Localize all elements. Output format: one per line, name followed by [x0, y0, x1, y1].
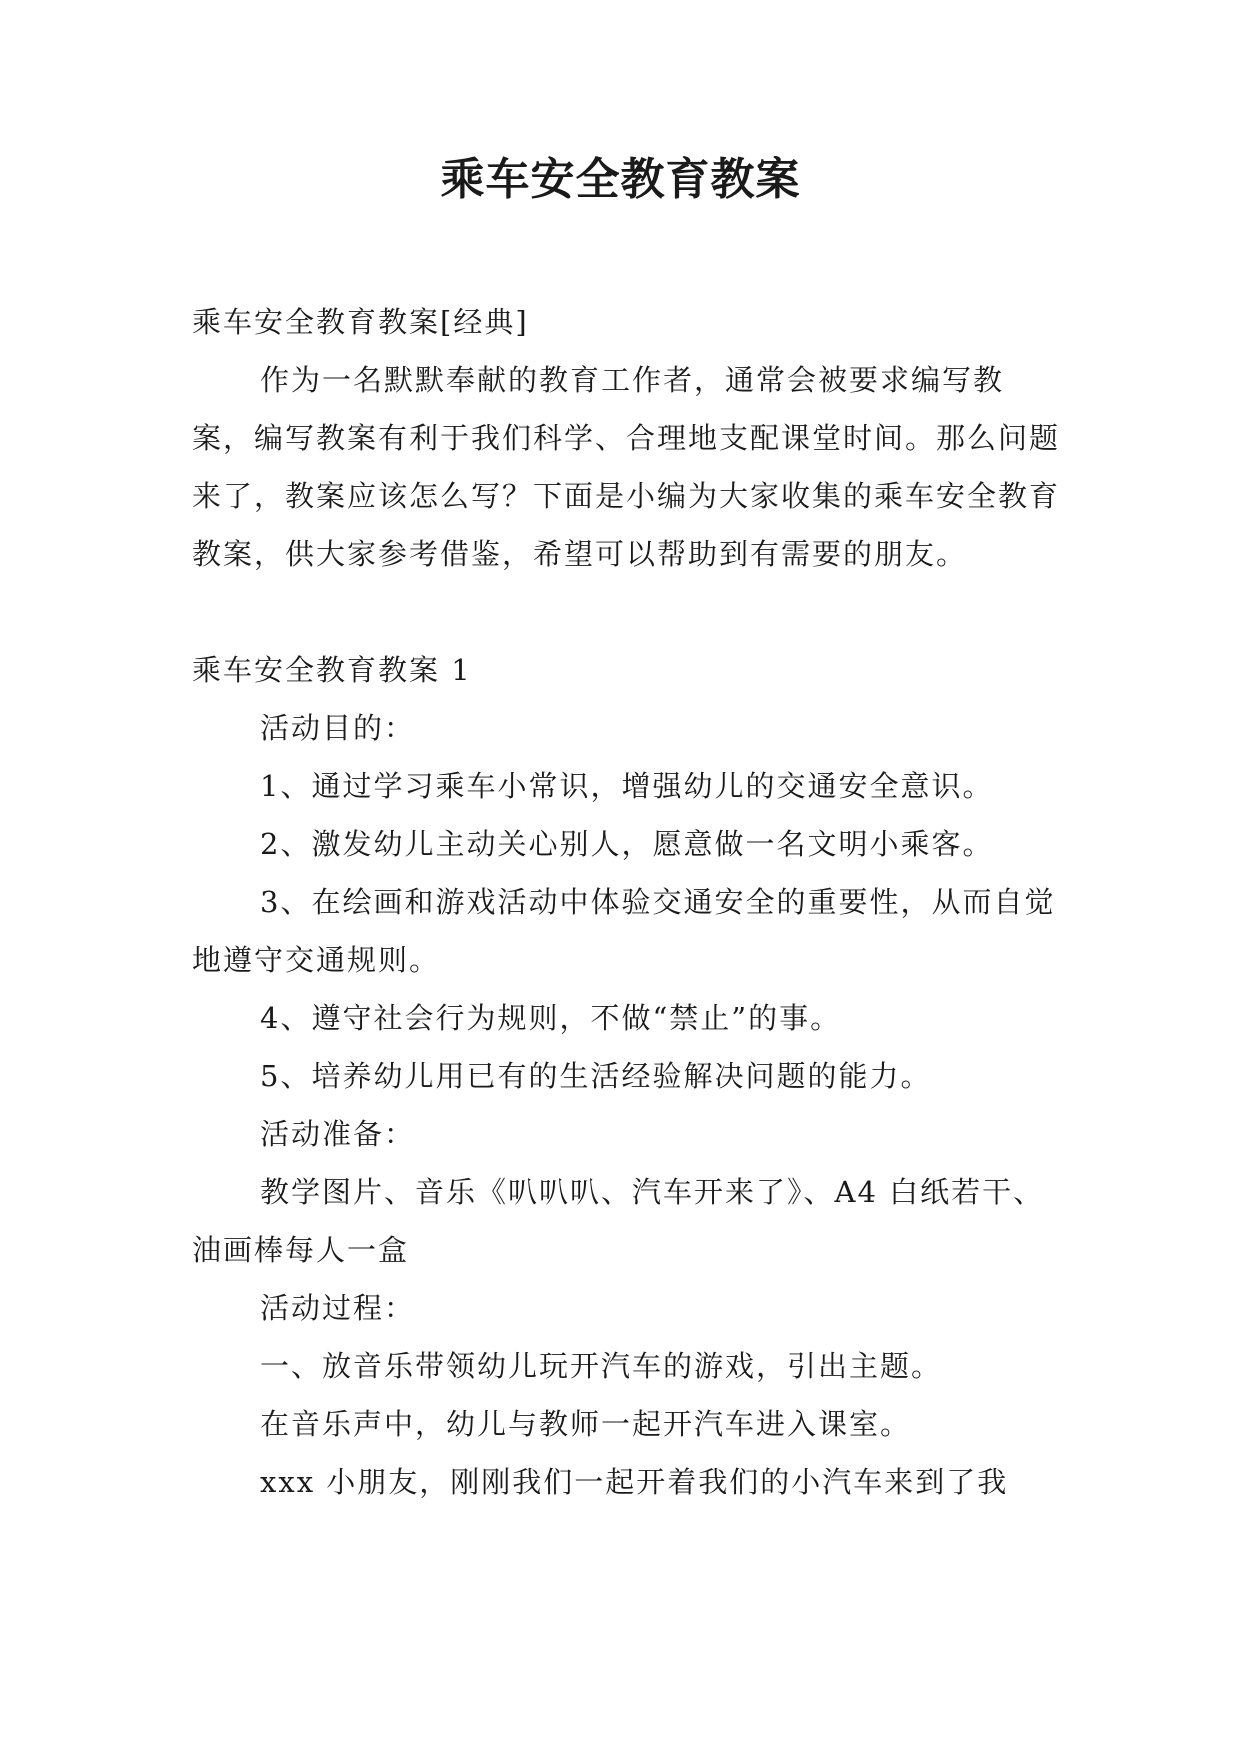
goal-item: 3、在绘画和游戏活动中体验交通安全的重要性，从而自觉地遵守交通规则。 — [192, 885, 1056, 977]
paragraph-gap — [192, 583, 1062, 641]
document-body — [192, 293, 1062, 1511]
document-title: 乘车安全教育教案 — [440, 154, 801, 205]
prep-text: 教学图片、音乐《叭叭叭、汽车开来了》、A4 白纸若干、油画棒每人一盒 — [192, 1175, 1045, 1267]
goal-item: 2、激发幼儿主动关心别人，愿意做一名文明小乘客。 — [260, 827, 994, 861]
section-heading: 乘车安全教育教案 1 — [192, 653, 472, 687]
goal-item: 4、遵守社会行为规则，不做“禁止”的事。 — [260, 1001, 842, 1035]
goal-item: 1、通过学习乘车小常识，增强幼儿的交通安全意识。 — [260, 769, 994, 803]
goals-heading: 活动目的： — [260, 711, 416, 745]
prep-heading: 活动准备： — [260, 1117, 416, 1151]
goal-item: 5、培养幼儿用已有的生活经验解决问题的能力。 — [260, 1059, 932, 1093]
process-heading: 活动过程： — [260, 1291, 416, 1325]
intro-paragraph: 作为一名默默奉献的教育工作者，通常会被要求编写教案，编写教案有利于我们科学、合理地支配课堂时间。那么问题来了，教案应该怎么写？下面是小编为大家收集的乘车安全教育教案，供大家参考借鉴，希望可以帮助到有需要的朋友。 — [192, 363, 1061, 571]
process-item: xxx 小朋友，刚刚我们一起开着我们的小汽车来到了我 — [260, 1465, 1009, 1499]
process-item: 一、放音乐带领幼儿玩开汽车的游戏，引出主题。 — [260, 1349, 943, 1383]
document-subtitle: 乘车安全教育教案[经典] — [192, 305, 529, 339]
process-item: 在音乐声中，幼儿与教师一起开汽车进入课室。 — [260, 1407, 912, 1441]
